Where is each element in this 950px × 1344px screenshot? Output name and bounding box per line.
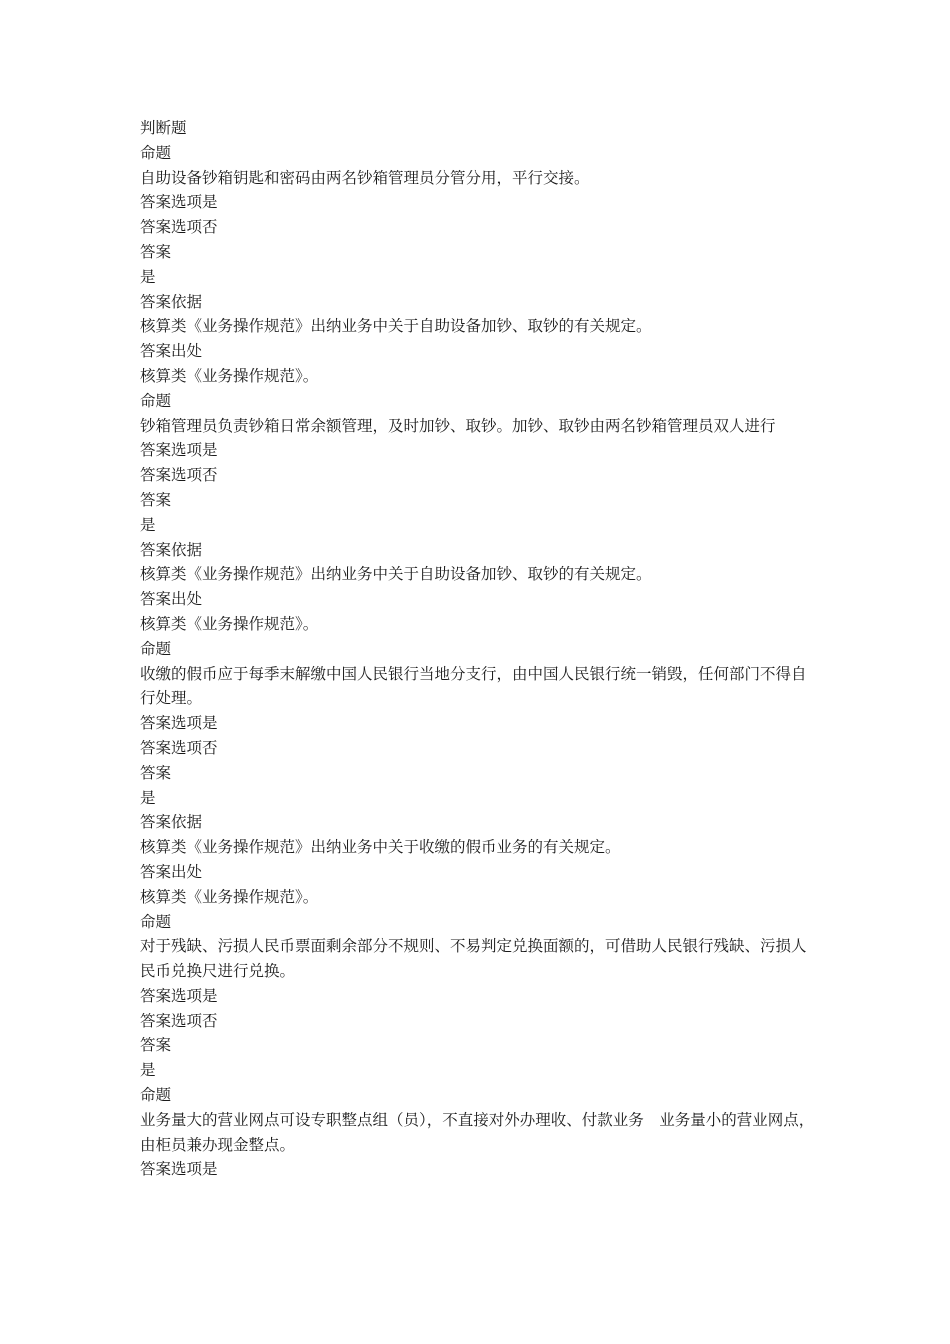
option-no: 答案选项否: [140, 218, 218, 237]
prompt-label: 命题: [140, 1086, 172, 1105]
prompt-text: 钞箱管理员负责钞箱日常余额管理，及时加钞、取钞。加钞、取钞由两名钞箱管理员双人进行: [140, 416, 776, 435]
answer-label: 答案: [140, 763, 172, 782]
answer-value: 是: [140, 515, 156, 534]
prompt-text: 自助设备钞箱钥匙和密码由两名钞箱管理员分管分用，平行交接。: [140, 168, 590, 187]
prompt-text: 收缴的假币应于每季末解缴中国人民银行当地分支行，由中国人民银行统一销毁，任何部门不得自行处理。: [140, 664, 807, 708]
question-block: [140, 1083, 820, 1182]
answer-label: 答案: [140, 490, 172, 509]
prompt-label: 命题: [140, 639, 172, 658]
source-label: 答案出处: [140, 862, 203, 881]
source-text: 核算类《业务操作规范》。: [140, 614, 319, 633]
option-yes: 答案选项是: [140, 714, 218, 733]
option-yes: 答案选项是: [140, 1160, 218, 1179]
source-label: 答案出处: [140, 342, 203, 361]
prompt-text: 业务量大的营业网点可设专职整点组（员），不直接对外办理收、付款业务 业务量小的营业网点，由柜员兼办现金整点。: [140, 1110, 815, 1154]
source-text: 核算类《业务操作规范》。: [140, 366, 319, 385]
question-block: [140, 389, 820, 637]
prompt-label: 命题: [140, 912, 172, 931]
answer-value: 是: [140, 1061, 156, 1080]
document-page: [140, 116, 820, 1182]
prompt-text: 对于残缺、污损人民币票面剩余部分不规则、不易判定兑换面额的，可借助人民银行残缺、污损人民币兑换尺进行兑换。: [140, 937, 807, 981]
basis-label: 答案依据: [140, 813, 203, 832]
answer-label: 答案: [140, 1036, 172, 1055]
basis-label: 答案依据: [140, 292, 203, 311]
option-yes: 答案选项是: [140, 986, 218, 1005]
prompt-label: 命题: [140, 143, 172, 162]
answer-value: 是: [140, 267, 156, 286]
option-no: 答案选项否: [140, 738, 218, 757]
option-yes: 答案选项是: [140, 441, 218, 460]
option-yes: 答案选项是: [140, 193, 218, 212]
source-label: 答案出处: [140, 590, 203, 609]
answer-label: 答案: [140, 242, 172, 261]
option-no: 答案选项否: [140, 466, 218, 485]
question-block: [140, 910, 820, 1084]
basis-text: 核算类《业务操作规范》出纳业务中关于自助设备加钞、取钞的有关规定。: [140, 317, 652, 336]
basis-text: 核算类《业务操作规范》出纳业务中关于收缴的假币业务的有关规定。: [140, 838, 621, 857]
answer-value: 是: [140, 788, 156, 807]
basis-text: 核算类《业务操作规范》出纳业务中关于自助设备加钞、取钞的有关规定。: [140, 565, 652, 584]
source-text: 核算类《业务操作规范》。: [140, 887, 319, 906]
basis-label: 答案依据: [140, 540, 203, 559]
question-block: [140, 141, 820, 389]
document-heading: 判断题: [140, 119, 187, 137]
question-block: [140, 637, 820, 910]
prompt-label: 命题: [140, 391, 172, 410]
option-no: 答案选项否: [140, 1011, 218, 1030]
